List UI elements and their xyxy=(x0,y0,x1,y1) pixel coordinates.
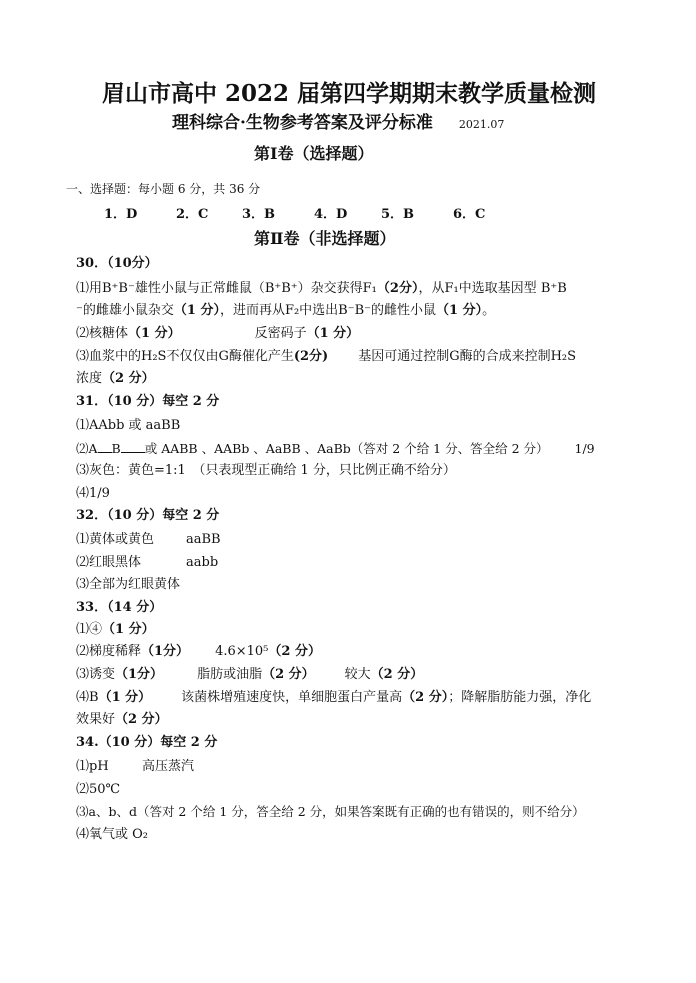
document-date: 2021.07 xyxy=(458,118,505,131)
q34-text: 高压蒸汽 xyxy=(142,759,195,774)
q30-score: （1 分） xyxy=(306,326,360,341)
q33-text: 效果好 xyxy=(76,712,116,727)
q34-line-2: ⑵50℃ xyxy=(76,782,121,797)
q33-text: 4.6×10⁵ xyxy=(215,644,269,659)
q34-text: ⑴pH xyxy=(76,759,109,774)
q33-line-4 xyxy=(76,690,591,706)
q30-line-3 xyxy=(76,326,359,342)
q30-line-2 xyxy=(76,303,495,319)
q33-score: （2 分） xyxy=(268,644,321,659)
q30-score: （2分） xyxy=(376,281,419,296)
q31-text: ⑵A xyxy=(76,441,98,456)
q30-text: 反密码子 xyxy=(254,326,307,341)
q32-text: aabb xyxy=(186,555,219,570)
q30-score: (2分) xyxy=(293,349,329,364)
q31-heading: 31．（10 分）每空 2 分 xyxy=(76,394,220,409)
q33-line-5 xyxy=(76,712,168,728)
q34-line-3: ⑶a、b、d（答对 2 个给 1 分，答全给 2 分，如果答案既有正确的也有错误的，则不给分） xyxy=(76,804,585,819)
q30-score: （1 分） xyxy=(128,326,181,341)
q32-text: ⑵红眼黑体 xyxy=(76,555,142,570)
q33-score: （2 分） xyxy=(115,712,168,727)
answer-5: 5．B xyxy=(381,207,415,222)
q31-line-1: ⑴AAbb 或 aaBB xyxy=(76,418,181,433)
part1-title: 第Ⅰ卷（选择题） xyxy=(254,144,374,163)
q31-text: B xyxy=(111,441,121,456)
q33-score: （2 分） xyxy=(370,667,424,682)
q33-score: （1 分） xyxy=(98,690,152,705)
q30-score: （1 分） xyxy=(436,303,483,318)
q30-heading: 30．（10分） xyxy=(76,256,158,271)
q31-text: 或 AABB 、AABb 、AaBB 、AaBb（答对 2 个给 1 分、答全给 2 分） xyxy=(144,441,549,456)
q33-text: ；降解脂肪能力强，净化 xyxy=(448,690,592,705)
q33-line-1 xyxy=(76,622,155,638)
q33-text: 该菌株增殖速度快，单细胞蛋白产量高 xyxy=(181,690,403,705)
q33-text: 脂肪或油脂 xyxy=(197,667,263,682)
q30-text: ，从F₁中选取基因型 B⁺B xyxy=(418,281,567,296)
document-subtitle xyxy=(172,112,504,136)
q33-text: 较大 xyxy=(344,667,371,682)
q34-line-4: ⑷氧气或 O₂ xyxy=(76,827,149,842)
q32-text: ⑴黄体或黄色 xyxy=(76,532,155,547)
subtitle-text: 理科综合·生物参考答案及评分标准 xyxy=(172,113,433,133)
q30-line-1 xyxy=(76,281,567,297)
q30-text: ⑵核糖体 xyxy=(76,326,129,341)
q31-line-3: ⑶灰色：黄色=1:1 （只表现型正确给 1 分，只比例正确不给分） xyxy=(76,463,456,478)
answer-2: 2．C xyxy=(176,207,209,222)
q34-heading: 34.（10 分）每空 2 分 xyxy=(76,735,218,750)
q33-heading: 33．（14 分） xyxy=(76,600,163,615)
q32-line-2 xyxy=(76,555,218,571)
answer-4: 4．D xyxy=(314,207,348,222)
q31-text: 1/9 xyxy=(574,441,595,456)
q32-heading: 32．（10 分）每空 2 分 xyxy=(76,508,220,523)
answer-3: 3．B xyxy=(242,207,276,222)
q33-score: （2 分） xyxy=(262,667,315,682)
q32-line-3: ⑶全部为红眼黄体 xyxy=(76,577,181,592)
q33-text: ⑶诱变 xyxy=(76,667,116,682)
q30-line-4 xyxy=(76,349,576,365)
q33-score: （1分） xyxy=(115,667,164,682)
q30-score: （2 分） xyxy=(102,371,155,386)
q33-text: ⑷B xyxy=(76,690,99,705)
q30-text: 基因可通过控制G酶的合成来控制H₂S xyxy=(358,349,577,364)
q34-line-1 xyxy=(76,759,194,775)
q31-line-2 xyxy=(76,441,595,457)
q33-line-3 xyxy=(76,667,423,683)
part1-instruction: 一、选择题：每小题 6 分，共 36 分 xyxy=(66,182,261,196)
q32-line-1 xyxy=(76,532,221,548)
q30-score: （1 分） xyxy=(173,303,220,318)
q30-text: ⑶血浆中的H₂S不仅仅由G酶催化产生 xyxy=(76,349,294,364)
q32-text: aaBB xyxy=(186,532,221,547)
q30-line-5 xyxy=(76,371,155,387)
q30-text: ⁻的雌雄小鼠杂交 xyxy=(76,303,174,318)
q33-line-2 xyxy=(76,644,321,660)
part2-title: 第Ⅱ卷（非选择题） xyxy=(254,229,396,248)
document-title: 眉山市高中 2022 届第四学期期末教学质量检测 xyxy=(102,80,597,107)
q33-score: （1 分） xyxy=(102,622,155,637)
answer-6: 6．C xyxy=(453,207,486,222)
q30-text: ，进而再从F₂中选出B⁻B⁻的雌性小鼠 xyxy=(219,303,437,318)
q33-text: ⑵梯度稀释 xyxy=(76,644,142,659)
q30-text: 浓度 xyxy=(76,371,103,386)
q33-text: ⑴④ xyxy=(76,622,103,637)
q33-score: （1分） xyxy=(141,644,190,659)
q30-text: ⑴用B⁺B⁻雄性小鼠与正常雌鼠（B⁺B⁺）杂交获得F₁ xyxy=(76,281,377,296)
answer-1: 1．D xyxy=(104,207,138,222)
q33-score: （2 分） xyxy=(402,690,449,705)
choice-answers xyxy=(104,207,485,223)
q30-text: 。 xyxy=(482,303,496,318)
q31-line-4: ⑷1/9 xyxy=(76,486,110,501)
